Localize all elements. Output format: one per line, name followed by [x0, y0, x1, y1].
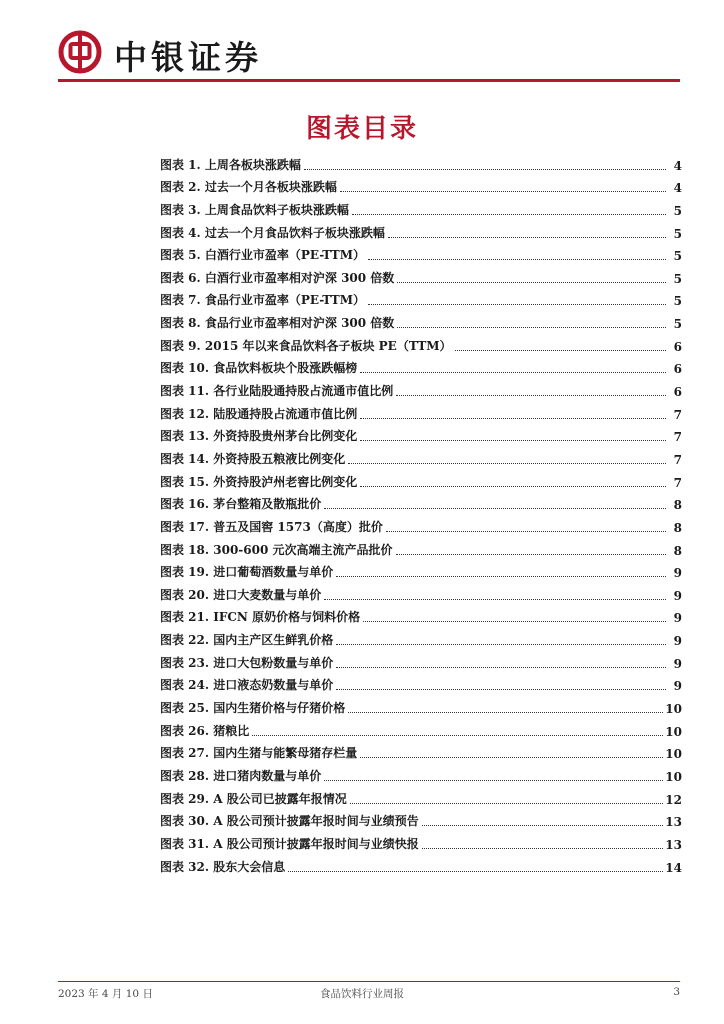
toc-entry-label: 图表 6. — [160, 270, 201, 285]
toc-dot-leader — [360, 372, 666, 373]
toc-entry[interactable] — [160, 444, 682, 467]
toc-entry-label: 图表 10. — [160, 361, 210, 376]
toc-entry-title: A 股公司预计披露年报时间与业绩预告 — [213, 814, 419, 829]
toc-dot-leader — [396, 395, 666, 396]
toc-entry-label: 图表 7. — [160, 293, 201, 308]
toc-entry-title: A 股公司预计披露年报时间与业绩快报 — [213, 836, 419, 851]
toc-entry-title: 茅台整箱及散瓶批价 — [213, 497, 322, 512]
toc-entry[interactable] — [160, 195, 682, 218]
toc-dot-leader — [360, 418, 666, 419]
toc-entry-label: 图表 18. — [160, 542, 210, 557]
toc-entry[interactable] — [160, 739, 682, 762]
toc-entry-title: 国内生猪价格与仔猪价格 — [213, 701, 346, 716]
toc-entry-page: 10 — [665, 702, 682, 717]
toc-title: 图表目录 — [305, 114, 418, 144]
toc-entry[interactable] — [160, 376, 682, 399]
toc-entry-label: 图表 5. — [160, 248, 201, 263]
toc-entry-title: 外资持股贵州茅台比例变化 — [213, 429, 358, 444]
toc-entry-title: 进口葡萄酒数量与单价 — [213, 565, 334, 580]
toc-entry[interactable] — [160, 467, 682, 490]
toc-entry-title: 进口液态奶数量与单价 — [213, 678, 334, 693]
toc-entry-label: 图表 30. — [160, 814, 210, 829]
toc-entry-label: 图表 11. — [160, 384, 210, 399]
toc-dot-leader — [252, 735, 663, 736]
toc-entry-label: 图表 26. — [160, 723, 210, 738]
toc-entry-page: 12 — [665, 792, 682, 807]
toc-entry-title: 外资持股泸州老窖比例变化 — [213, 474, 358, 489]
toc-dot-leader — [368, 259, 666, 260]
toc-entry-title: 猪粮比 — [213, 723, 250, 738]
toc-entry-title: 进口大麦数量与单价 — [213, 587, 322, 602]
toc-entry-title: 300-600 元次高端主流产品批价 — [213, 542, 393, 557]
toc-entry-title: 外资持股五粮液比例变化 — [213, 451, 346, 466]
toc-dot-leader — [386, 531, 666, 532]
toc-entry-page: 9 — [673, 588, 682, 603]
toc-dot-leader — [363, 621, 666, 622]
toc-dot-leader — [352, 214, 666, 215]
toc-entry-label: 图表 31. — [160, 836, 210, 851]
toc-dot-leader — [360, 757, 663, 758]
toc-entry-label: 图表 3. — [160, 202, 201, 217]
toc-dot-leader — [336, 644, 666, 645]
toc-entry-page: 10 — [665, 769, 682, 784]
toc-entry[interactable] — [160, 558, 682, 581]
toc-entry-title: 白酒行业市盈率相对沪深 300 倍数 — [204, 270, 395, 285]
toc-entry-page: 13 — [665, 815, 682, 830]
toc-entry[interactable] — [160, 286, 682, 309]
toc-entry-page: 9 — [673, 611, 682, 626]
toc-entry-label: 图表 1. — [160, 157, 201, 172]
toc-dot-leader — [324, 599, 666, 600]
toc-entry-title: 普五及国窖 1573（高度）批价 — [213, 519, 383, 534]
toc-entry-label: 图表 15. — [160, 474, 210, 489]
toc-entry[interactable] — [160, 807, 682, 830]
toc-dot-leader — [304, 169, 666, 170]
toc-entry-title: 股东大会信息 — [213, 859, 286, 874]
toc-entry[interactable] — [160, 263, 682, 286]
toc-entry[interactable] — [160, 671, 682, 694]
toc-entry-page: 7 — [673, 430, 682, 445]
toc-entry-page: 13 — [665, 837, 682, 852]
toc-dot-leader — [324, 508, 666, 509]
footer-page-number: 3 — [673, 986, 680, 998]
toc-entry-page: 4 — [673, 181, 682, 196]
toc-entry-title: 白酒行业市盈率（PE-TTM） — [204, 248, 366, 263]
toc-entry-label: 图表 9. — [160, 338, 201, 353]
toc-entry[interactable] — [160, 150, 682, 173]
toc-entry-label: 图表 4. — [160, 225, 201, 240]
toc-entry[interactable] — [160, 648, 682, 671]
toc-entry-page: 5 — [673, 271, 682, 286]
toc-entry[interactable] — [160, 535, 682, 558]
toc-dot-leader — [336, 689, 666, 690]
toc-entry[interactable] — [160, 399, 682, 422]
toc-entry-page: 6 — [673, 385, 682, 400]
toc-entry-label: 图表 12. — [160, 406, 210, 421]
toc-dot-leader — [396, 554, 666, 555]
toc-entry-label: 图表 19. — [160, 565, 210, 580]
toc-entry-title: 各行业陆股通持股占流通市值比例 — [213, 384, 394, 399]
toc-entry-label: 图表 21. — [160, 610, 210, 625]
toc-entry-title: 上周各板块涨跌幅 — [204, 157, 301, 172]
toc-entry[interactable] — [160, 761, 682, 784]
toc-entry-title: 国内主产区生鲜乳价格 — [213, 633, 334, 648]
toc-entry[interactable] — [160, 354, 682, 377]
toc-entry[interactable] — [160, 241, 682, 264]
toc-entry[interactable] — [160, 331, 682, 354]
toc-entry-label: 图表 20. — [160, 587, 210, 602]
toc-entry[interactable] — [160, 490, 682, 513]
toc-entry-page: 8 — [673, 498, 682, 513]
toc-entry-title: A 股公司已披露年报情况 — [213, 791, 347, 806]
toc-entry-page: 10 — [665, 747, 682, 762]
toc-dot-leader — [348, 463, 666, 464]
bank-of-china-logo-icon — [58, 30, 102, 74]
toc-entry[interactable] — [160, 829, 682, 852]
toc-entry[interactable] — [160, 625, 682, 648]
toc-dot-leader — [397, 327, 666, 328]
toc-entry[interactable] — [160, 512, 682, 535]
toc-entry-label: 图表 16. — [160, 497, 210, 512]
toc-entry[interactable] — [160, 784, 682, 807]
toc-entry-title: 进口大包粉数量与单价 — [213, 655, 334, 670]
toc-entry[interactable] — [160, 173, 682, 196]
footer-date: 2023 年 4 月 10 日 — [58, 988, 153, 1000]
toc-entry-label: 图表 2. — [160, 180, 201, 195]
toc-entry-page: 7 — [673, 452, 682, 467]
toc-list — [160, 150, 682, 875]
toc-entry-page: 10 — [665, 724, 682, 739]
toc-dot-leader — [422, 825, 664, 826]
toc-entry-page: 6 — [673, 339, 682, 354]
toc-entry-label: 图表 29. — [160, 791, 210, 806]
toc-entry-title: 进口猪肉数量与单价 — [213, 768, 322, 783]
toc-entry-label: 图表 25. — [160, 701, 210, 716]
toc-dot-leader — [336, 576, 666, 577]
toc-entry-page: 8 — [673, 543, 682, 558]
toc-entry-page: 6 — [673, 362, 682, 377]
toc-entry[interactable] — [160, 218, 682, 241]
toc-entry-label: 图表 22. — [160, 633, 210, 648]
toc-dot-leader — [340, 191, 666, 192]
toc-entry-page: 9 — [673, 634, 682, 649]
toc-dot-leader — [360, 440, 666, 441]
toc-dot-leader — [288, 871, 663, 872]
toc-entry-title: 过去一个月食品饮料子板块涨跌幅 — [204, 225, 385, 240]
toc-entry-page: 14 — [665, 860, 682, 875]
toc-entry-page: 5 — [673, 249, 682, 264]
footer-report-name: 食品饮料行业周报 — [320, 988, 404, 1000]
toc-entry-page: 9 — [673, 656, 682, 671]
toc-entry[interactable] — [160, 580, 682, 603]
toc-entry-page: 5 — [673, 317, 682, 332]
toc-entry-page: 4 — [673, 158, 682, 173]
toc-entry-title: 食品行业市盈率（PE-TTM） — [204, 293, 366, 308]
toc-entry-title: 过去一个月各板块涨跌幅 — [204, 180, 337, 195]
toc-entry-page: 8 — [673, 520, 682, 535]
toc-entry-label: 图表 17. — [160, 519, 210, 534]
toc-entry-title: IFCN 原奶价格与饲料价格 — [213, 610, 361, 625]
toc-dot-leader — [348, 712, 663, 713]
toc-entry-page: 7 — [673, 407, 682, 422]
toc-entry[interactable] — [160, 852, 682, 875]
toc-entry-page: 9 — [673, 566, 682, 581]
brand-name: 中银证券 — [114, 38, 262, 77]
toc-dot-leader — [350, 803, 664, 804]
toc-entry-label: 图表 24. — [160, 678, 210, 693]
toc-entry-label: 图表 14. — [160, 451, 210, 466]
toc-entry-page: 5 — [673, 294, 682, 309]
page-header — [58, 28, 678, 84]
toc-entry[interactable] — [160, 716, 682, 739]
toc-entry[interactable] — [160, 693, 682, 716]
toc-entry-label: 图表 23. — [160, 655, 210, 670]
toc-dot-leader — [422, 848, 664, 849]
toc-entry-title: 上周食品饮料子板块涨跌幅 — [204, 202, 349, 217]
toc-entry-title: 食品行业市盈率相对沪深 300 倍数 — [204, 316, 395, 331]
toc-entry[interactable] — [160, 308, 682, 331]
toc-dot-leader — [360, 486, 666, 487]
toc-dot-leader — [324, 780, 663, 781]
toc-entry-label: 图表 8. — [160, 316, 201, 331]
toc-entry-title: 2015 年以来食品饮料各子板块 PE（TTM） — [204, 338, 452, 353]
toc-dot-leader — [368, 304, 666, 305]
toc-entry-title: 食品饮料板块个股涨跌幅榜 — [213, 361, 358, 376]
toc-entry-label: 图表 32. — [160, 859, 210, 874]
toc-entry-page: 7 — [673, 475, 682, 490]
toc-entry[interactable] — [160, 422, 682, 445]
toc-entry-page: 5 — [673, 203, 682, 218]
toc-dot-leader — [388, 237, 666, 238]
toc-entry-label: 图表 27. — [160, 746, 210, 761]
toc-entry-label: 图表 28. — [160, 768, 210, 783]
toc-dot-leader — [336, 667, 666, 668]
toc-entry-page: 9 — [673, 679, 682, 694]
toc-entry-page: 5 — [673, 226, 682, 241]
toc-entry-title: 国内生猪与能繁母猪存栏量 — [213, 746, 358, 761]
toc-dot-leader — [455, 350, 666, 351]
footer-divider — [58, 981, 680, 982]
toc-entry-label: 图表 13. — [160, 429, 210, 444]
header-divider — [58, 79, 680, 82]
toc-entry[interactable] — [160, 603, 682, 626]
toc-dot-leader — [397, 282, 666, 283]
toc-entry-title: 陆股通持股占流通市值比例 — [213, 406, 358, 421]
